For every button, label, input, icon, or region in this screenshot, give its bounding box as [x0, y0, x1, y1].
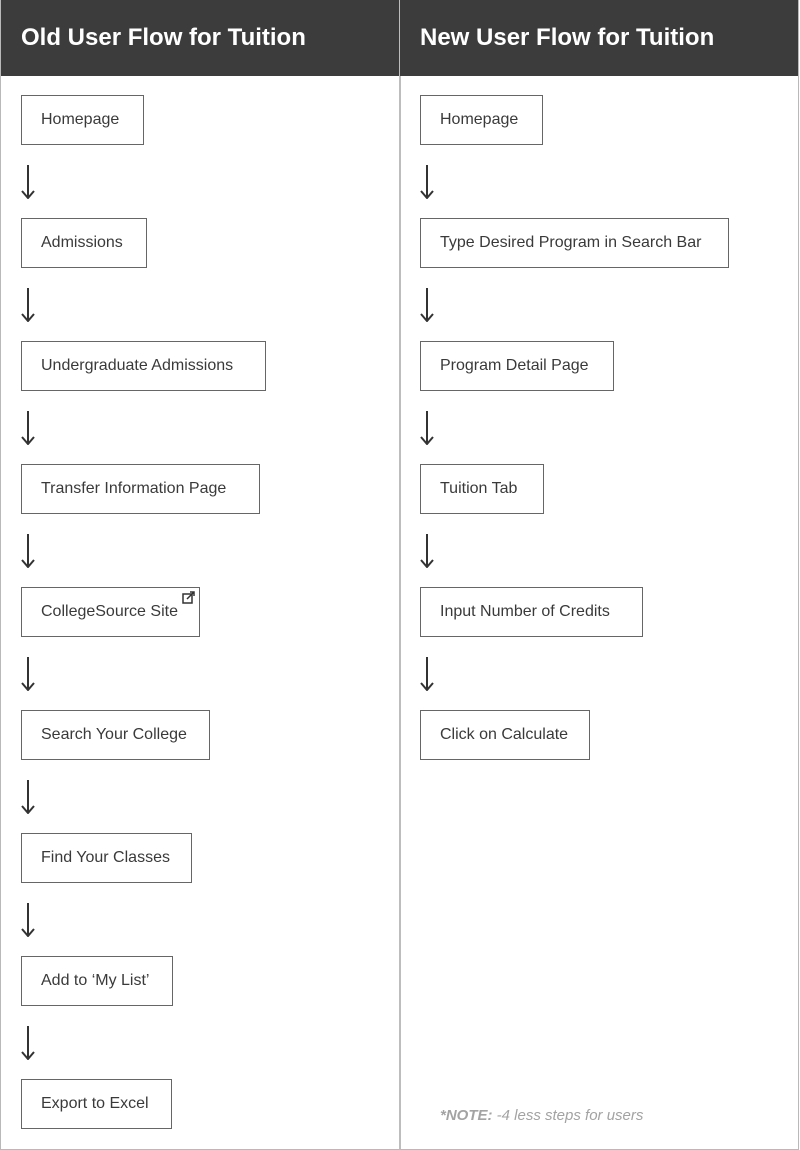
arrow-down-icon	[420, 411, 434, 445]
old-step-export-to-excel: Export to Excel	[21, 1079, 172, 1129]
old-flow-title: Old User Flow for Tuition	[1, 0, 399, 76]
arrow-down-icon	[21, 657, 35, 691]
arrow-down-icon	[21, 780, 35, 814]
new-flow-title: New User Flow for Tuition	[400, 0, 798, 76]
old-step-search-your-college: Search Your College	[21, 710, 210, 760]
arrow-down-icon	[21, 165, 35, 199]
new-step-click-calculate: Click on Calculate	[420, 710, 590, 760]
old-step-add-to-my-list: Add to ‘My List’	[21, 956, 173, 1006]
note-body: -4 less steps for users	[492, 1107, 644, 1124]
old-step-collegesource-label: CollegeSource Site	[41, 603, 178, 620]
arrow-down-icon	[420, 165, 434, 199]
new-step-tuition-tab: Tuition Tab	[420, 464, 544, 514]
old-step-homepage: Homepage	[21, 95, 144, 145]
note-prefix: *NOTE:	[440, 1107, 493, 1124]
arrow-down-icon	[420, 657, 434, 691]
new-step-search-bar: Type Desired Program in Search Bar	[420, 218, 729, 268]
arrow-down-icon	[420, 288, 434, 322]
arrow-down-icon	[21, 534, 35, 568]
note-text	[440, 1107, 643, 1124]
arrow-down-icon	[420, 534, 434, 568]
old-step-transfer-information: Transfer Information Page	[21, 464, 260, 514]
external-link-icon	[182, 590, 196, 604]
arrow-down-icon	[21, 903, 35, 937]
new-step-program-detail: Program Detail Page	[420, 341, 614, 391]
arrow-down-icon	[21, 1026, 35, 1060]
old-step-admissions: Admissions	[21, 218, 147, 268]
new-flow-panel	[400, 0, 799, 1150]
arrow-down-icon	[21, 288, 35, 322]
old-step-find-your-classes: Find Your Classes	[21, 833, 192, 883]
arrow-down-icon	[21, 411, 35, 445]
new-step-input-credits: Input Number of Credits	[420, 587, 643, 637]
old-step-collegesource-site	[21, 587, 200, 637]
new-step-homepage: Homepage	[420, 95, 543, 145]
old-step-undergraduate-admissions: Undergraduate Admissions	[21, 341, 266, 391]
old-flow-panel	[0, 0, 399, 1150]
